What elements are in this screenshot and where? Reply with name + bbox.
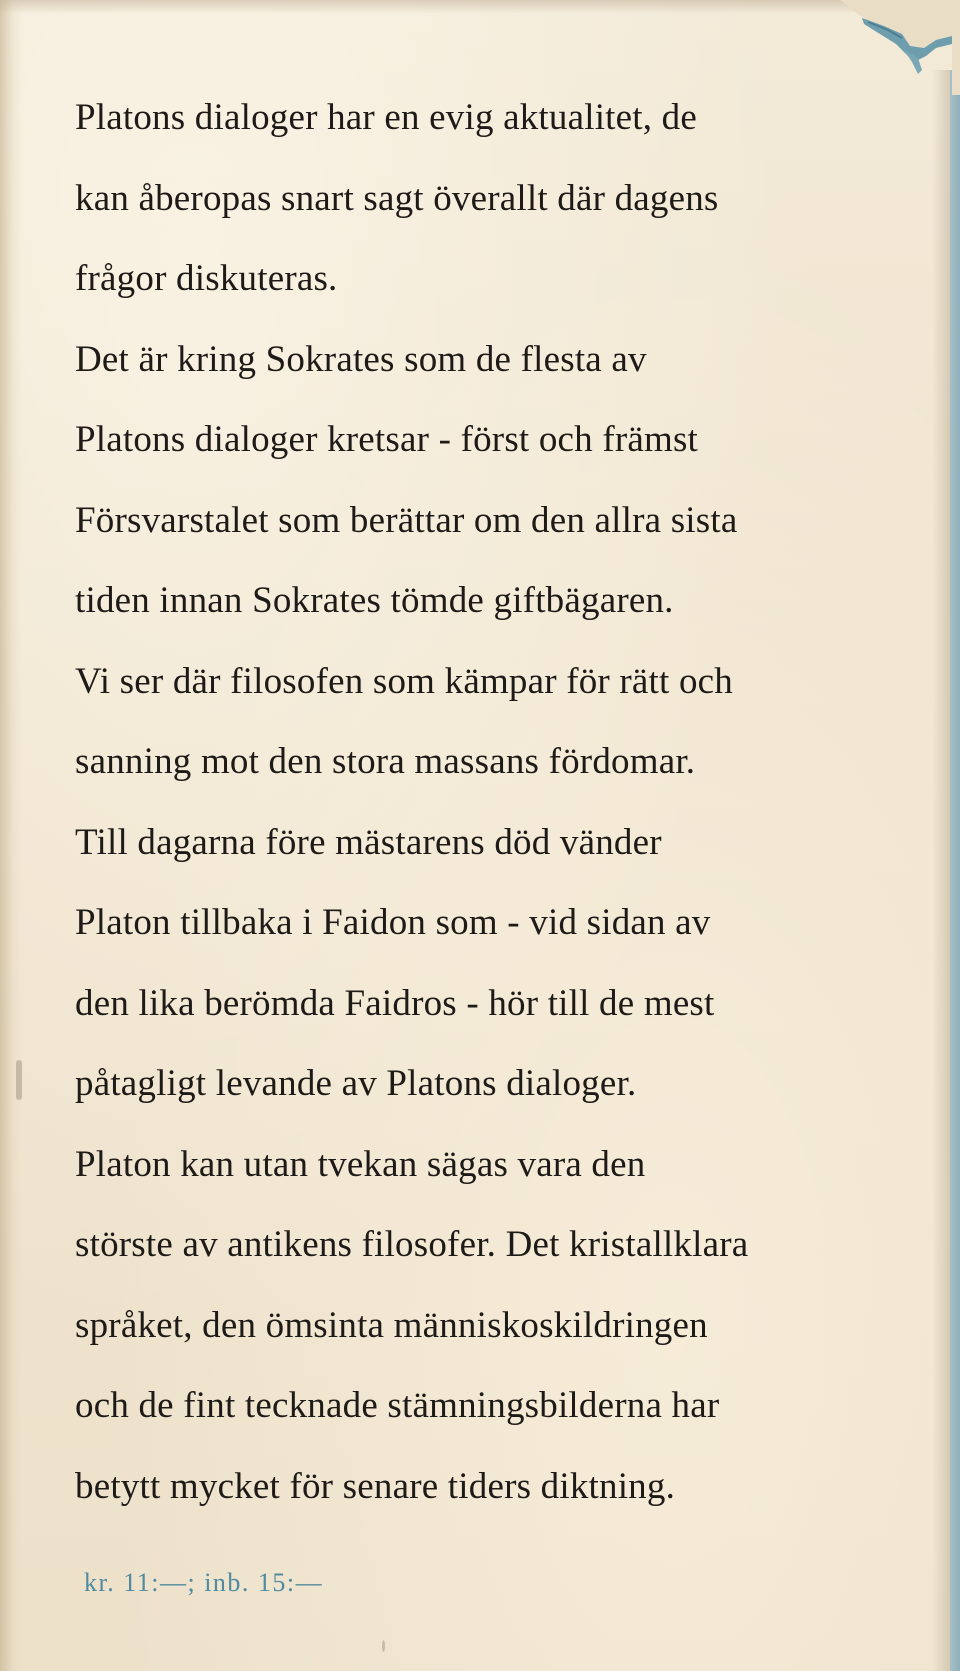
blurb-line: störste av antikens filosofer. Det kristallklara xyxy=(75,1224,749,1265)
blurb-line: sanning mot den stora massans fördomar. xyxy=(75,741,696,782)
paper-speck xyxy=(382,1640,385,1652)
blurb-line: den lika berömda Faidros - hör till de mest xyxy=(75,982,715,1024)
blurb-line: påtagligt levande av Platons dialoger. xyxy=(75,1063,637,1104)
paper-speck xyxy=(16,1060,22,1100)
blurb-line: Det är kring Sokrates som de flesta av xyxy=(75,338,647,380)
blurb-line: Försvarstalet som berättar om den allra sista xyxy=(75,499,738,541)
blurb-line: Platons dialoger har en evig aktualitet, de xyxy=(75,97,697,138)
blurb-line: Platon kan utan tvekan sägas vara den xyxy=(75,1143,646,1185)
blurb-line: betytt mycket för senare tiders diktning. xyxy=(75,1465,676,1507)
paper-top-edge xyxy=(0,0,960,14)
price-label: kr. 11:—; inb. 15:— xyxy=(84,1568,324,1597)
blurb-line: Vi ser där filosofen som kämpar för rätt och xyxy=(75,660,733,702)
blurb-line: språket, den ömsinta människoskildringen xyxy=(75,1304,708,1346)
blurb-text xyxy=(75,78,895,1527)
blue-cover-strip xyxy=(950,70,960,1671)
blurb-line: kan åberopas snart sagt överallt där dagens xyxy=(75,177,719,219)
blurb-line: Till dagarna före mästarens död vänder xyxy=(75,821,662,863)
blurb-line: frågor diskuteras. xyxy=(75,258,338,299)
blurb-line: Platon tillbaka i Faidon som - vid sidan av xyxy=(75,902,711,943)
cover-strip-shadow xyxy=(932,70,950,1671)
blurb-line: Platons dialoger kretsar - först och främst xyxy=(75,419,699,460)
blurb-line: tiden innan Sokrates tömde giftbägaren. xyxy=(75,580,674,621)
blurb-line: och de fint tecknade stämningsbilderna har xyxy=(75,1385,720,1426)
paper-left-edge xyxy=(0,0,22,1671)
